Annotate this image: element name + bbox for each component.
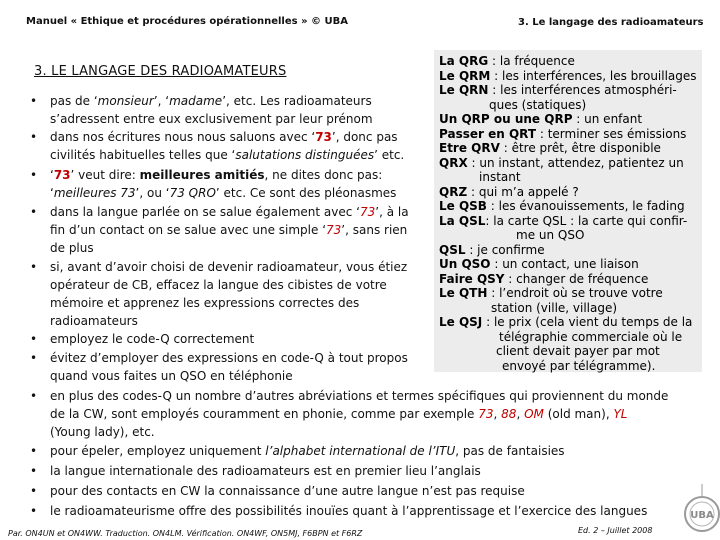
- q-code-line: [439, 54, 575, 69]
- bullet-item: • le radioamateurisme offre des possibilités inouïes quant à l’apprentissage et l’exercice des langues: [30, 504, 648, 518]
- bullet-item: • pour des contacts en CW la connaissance d’une autre langue n’est pas requise: [30, 484, 525, 498]
- q-code-line: [439, 243, 545, 258]
- q-code-definition: client devait payer par mot: [496, 344, 660, 358]
- q-code-definition: : être prêt, être disponible: [499, 141, 661, 155]
- footer-edition: Ed. 2 – Juillet 2008: [578, 526, 653, 535]
- q-code-definition: : l’endroit où se trouve votre: [487, 286, 663, 300]
- q-code-definition: instant: [479, 170, 521, 184]
- q-code-term: Un QRP ou une QRP: [439, 112, 573, 126]
- bullet-item: • la langue internationale des radioamateurs est en premier lieu l’anglais: [30, 464, 481, 478]
- q-code-line: [439, 127, 686, 142]
- bullet-item: • dans nos écritures nous nous saluons avec ‘73’, donc pas civilités habituelles telles que ‘salutations distinguées’ etc.: [30, 130, 405, 162]
- q-code-term: QSL: [439, 242, 466, 257]
- q-code-definition: : la carte QSL : la carte qui confir-: [485, 213, 688, 228]
- q-code-definition: : la fréquence: [488, 54, 575, 68]
- q-code-definition: : un contact, une liaison: [490, 257, 639, 271]
- q-code-definition: : un enfant: [572, 112, 643, 126]
- bullet-item: • évitez d’employer des expressions en code-Q à tout propos quand vous faites un QSO en téléphonie: [30, 351, 408, 383]
- bullet-item: • dans la langue parlée on se salue également avec ‘73’, à la fin d’un contact on se salue avec une simple ‘73’, sans rien de plus: [30, 205, 409, 255]
- q-code-definition: : les évanouissements, le fading: [486, 199, 685, 213]
- q-code-definition: : les interférences, les brouillages: [490, 68, 697, 83]
- q-code-line: [502, 359, 655, 374]
- q-code-line: [499, 330, 682, 345]
- bullet-item: • ‘73’ veut dire: meilleures amitiés, ne dites donc pas: ‘meilleures 73’, ou ‘73 QRO’ etc. Ce sont des pléonasmes: [30, 168, 397, 200]
- bullet-item: • pour épeler, employez uniquement l’alphabet international de l’ITU, pas de fantaisies: [30, 444, 565, 458]
- bullet-item: • pas de ‘monsieur’, ‘madame’, etc. Les radioamateurs s’adressent entre eux exclusivement par leur prénom: [30, 94, 373, 126]
- q-code-term: Le QRM: [439, 68, 491, 83]
- header-right: 3. Le langage des radioamateurs: [518, 17, 704, 28]
- q-code-definition: station (ville, village): [491, 300, 618, 315]
- q-code-line: [439, 156, 684, 171]
- q-code-term: Le QTH: [439, 286, 488, 300]
- q-code-definition: : un instant, attendez, patientez un: [467, 155, 684, 170]
- uba-logo-icon: [680, 482, 720, 540]
- header-left: Manuel « Ethique et procédures opérationnelles » © UBA: [26, 16, 348, 27]
- q-code-line: [439, 257, 639, 272]
- q-code-definition: : le prix (cela vient du temps de la: [482, 315, 693, 329]
- q-code-term: Le QSJ: [439, 315, 483, 329]
- q-code-term: Le QRN: [439, 83, 489, 97]
- q-code-definition: ques (statiques): [489, 97, 587, 112]
- q-code-definition: envoyé par télégramme).: [502, 358, 656, 373]
- q-code-term: Le QSB: [439, 199, 487, 213]
- q-code-term: La QSL: [439, 213, 486, 228]
- section-title: 3. LE LANGAGE DES RADIOAMATEURS: [34, 64, 287, 79]
- q-code-box: [434, 50, 702, 372]
- q-code-line: [439, 214, 687, 229]
- q-code-line: [479, 170, 521, 185]
- q-code-definition: : changer de fréquence: [504, 271, 649, 286]
- q-code-definition: : qui m’a appelé ?: [467, 184, 579, 199]
- q-code-line: [516, 228, 584, 243]
- q-code-term: QRX: [439, 155, 468, 170]
- q-code-line: [439, 199, 685, 214]
- q-code-term: La QRG: [439, 54, 489, 68]
- q-code-definition: télégraphie commerciale où le: [499, 329, 683, 344]
- q-code-line: [496, 344, 660, 359]
- q-code-term: Faire QSY: [439, 271, 505, 286]
- q-code-definition: me un QSO: [516, 228, 585, 242]
- q-code-definition: : les interférences atmosphéri-: [488, 83, 677, 97]
- q-code-term: Etre QRV: [439, 141, 500, 155]
- bullet-item: • si, avant d’avoir choisi de devenir radioamateur, vous étiez opérateur de CB, effacez la langue des cibistes de votre mémoire et apprenez les expressions correctes des radioamateurs: [30, 260, 408, 328]
- q-code-line: [439, 69, 697, 84]
- q-code-line: [489, 98, 586, 113]
- q-code-term: QRZ: [439, 184, 468, 199]
- q-code-line: [439, 141, 661, 156]
- footer-credits: Par. ON4UN et ON4WW. Traduction. ON4LM. Vérification. ON4WF, ON5MJ, F6BPN et F6RZ: [8, 529, 363, 538]
- q-code-definition: : terminer ses émissions: [536, 126, 687, 141]
- bullet-item: • en plus des codes-Q un nombre d’autres abréviations et termes spécifiques qui proviennent du monde de la CW, sont employés couramment en phonie, comme par exemple 73, 88, OM (old man), YL (Young lady), etc.: [30, 389, 669, 439]
- q-code-line: [439, 315, 692, 330]
- logo-text: UBA: [690, 510, 714, 521]
- q-code-line: [439, 185, 579, 200]
- bullet-item: • employez le code-Q correctement: [30, 332, 255, 346]
- q-code-line: [439, 83, 677, 98]
- q-code-term: Un QSO: [439, 257, 491, 271]
- q-code-definition: : je confirme: [465, 242, 545, 257]
- q-code-term: Passer en QRT: [439, 126, 537, 141]
- q-code-line: [439, 112, 642, 127]
- q-code-line: [439, 286, 663, 301]
- q-code-line: [491, 301, 617, 316]
- q-code-line: [439, 272, 648, 287]
